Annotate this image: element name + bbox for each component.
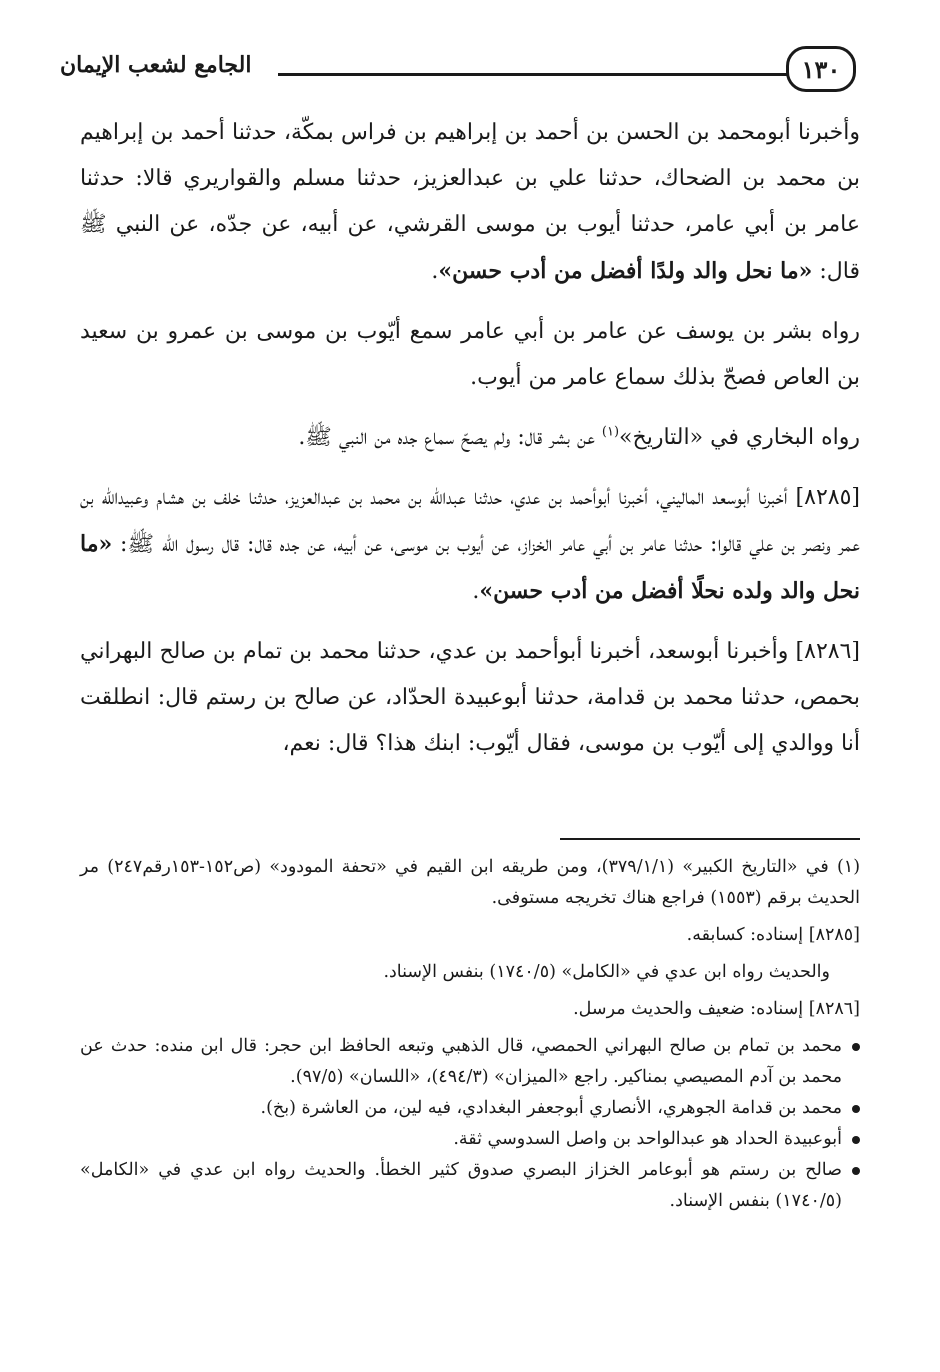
note-8285-source: والحديث رواه ابن عدي في «الكامل» (١٧٤٠/٥) بنفس الإسناد. bbox=[383, 962, 830, 982]
paragraph-1-text: وأخبرنا أبومحمد بن الحسن بن أحمد بن إبراهيم بن فراس بمكّة، حدثنا أحمد بن إبراهيم بن محمد بن الضحاك، حدثنا علي بن عبدالعزيز، حدثنا مسلم والقواريري قالا: حدثنا عامر بن أبي عامر، حدثنا أيوب بن موسى القرشي، عن أبيه، عن جدّه، عن النبي ﷺ قال: bbox=[80, 120, 860, 284]
bullet-icon bbox=[852, 1105, 860, 1113]
note-8286: [٨٢٨٦] إسناده: ضعيف والحديث مرسل. bbox=[573, 999, 860, 1019]
page-number: ١٣٠ bbox=[786, 46, 856, 92]
footnote-ref-1[interactable]: (١) bbox=[601, 424, 620, 440]
running-header bbox=[0, 0, 940, 110]
hadith-number-8286: [٨٢٨٦] bbox=[795, 639, 860, 664]
paragraph-2: رواه بشر بن يوسف عن عامر بن أبي عامر سمع أيّوب بن موسى بن عمرو بن سعيد بن العاص فصحّ بذلك سماع عامر من أيوب. bbox=[80, 319, 860, 390]
paragraph-3-text: رواه البخاري في «التاريخ» bbox=[619, 425, 860, 450]
footnotes bbox=[80, 852, 860, 1217]
hadith-8285-end: . bbox=[472, 579, 480, 604]
footnote-separator bbox=[560, 838, 860, 840]
hadith-8286-isnad: وأخبرنا أبوسعد، أخبرنا أبوأحمد بن عدي، حدثنا محمد بن تمام بن صالح البهراني بحمص، حدثنا محمد بن قدامة، حدثنا أبوعبيدة الحدّاد، عن صالح بن رستم قال: انطلقت أنا ووالدي إلى أيّوب بن موسى، فقال أيّوب: ابنك هذا؟ قال: نعم، bbox=[80, 639, 860, 756]
bullet-icon bbox=[852, 1167, 860, 1175]
paragraph-1-end: . bbox=[431, 259, 439, 284]
list-item-text: صالح بن رستم هو أبوعامر الخزاز البصري صدوق كثير الخطأ. والحديث رواه ابن عدي في «الكامل» (١٧٤٠/٥) بنفس الإسناد. bbox=[80, 1160, 842, 1211]
list-item-text: محمد بن تمام بن صالح البهراني الحمصي، قال الذهبي وتبعه الحافظ ابن حجر: قال ابن منده: حدث عن محمد بن آدم المصيصي بمناكير. راجع «الميزان» (٤٩٤/٣)، «اللسان» (٩٧/٥). bbox=[80, 1036, 842, 1087]
hadith-8285 bbox=[80, 475, 860, 615]
paragraph-3-text-2: عن بشر قال: ولم يصحّ سماع جده من النبي ﷺ. bbox=[298, 425, 595, 450]
narrator-notes bbox=[80, 1031, 860, 1217]
hadith-8285-isnad: أخبرنا أبوسعد الماليني، أخبرنا أبوأحمد بن عدي، حدثنا عبدالله بن محمد بن عبدالعزيز، حدثنا خلف بن هشام وعبيدالله بن عمر ونصر بن علي قالوا: حدثنا عامر بن أبي عامر الخزاز، عن أيوب بن موسى، عن أبيه، عن جده قال: قال رسول الله ﷺ: bbox=[80, 485, 860, 557]
footnote-1: (١) في «التاريخ الكبير» (٣٧٩/١/١)، ومن طريقه ابن القيم في «تحفة المودود» (ص١٥٢-١٥٣رقم٢٤٧) مر الحديث برقم (١٥٥٣) فراجع هناك تخريجه مستوفى. bbox=[80, 857, 861, 908]
list-item bbox=[80, 1093, 860, 1124]
bullet-icon bbox=[852, 1136, 860, 1144]
hadith-number-8285: [٨٢٨٥] bbox=[795, 485, 860, 510]
paragraph-1 bbox=[80, 110, 860, 295]
list-item-text: محمد بن قدامة الجوهري، الأنصاري أبوجعفر البغدادي، فيه لين، من العاشرة (بخ). bbox=[260, 1098, 842, 1118]
list-item-text: أبوعبيدة الحداد هو عبدالواحد بن واصل السدوسي ثقة. bbox=[453, 1129, 842, 1149]
header-rule bbox=[278, 73, 788, 76]
list-item bbox=[80, 1155, 860, 1217]
list-item bbox=[80, 1124, 860, 1155]
main-text bbox=[80, 110, 860, 767]
hadith-8286 bbox=[80, 629, 860, 767]
note-8285: [٨٢٨٥] إسناده: كسابقه. bbox=[686, 925, 860, 945]
paragraph-3 bbox=[80, 415, 860, 461]
bullet-icon bbox=[852, 1043, 860, 1051]
running-title: الجامع لشعب الإيمان bbox=[60, 52, 252, 78]
hadith-matn-1: «ما نحل والد ولدًا أفضل من أدب حسن» bbox=[438, 258, 813, 284]
list-item bbox=[80, 1031, 860, 1093]
hadith-matn-8285: «ما نحل والد ولده نحلًا أفضل من أدب حسن» bbox=[80, 531, 860, 604]
